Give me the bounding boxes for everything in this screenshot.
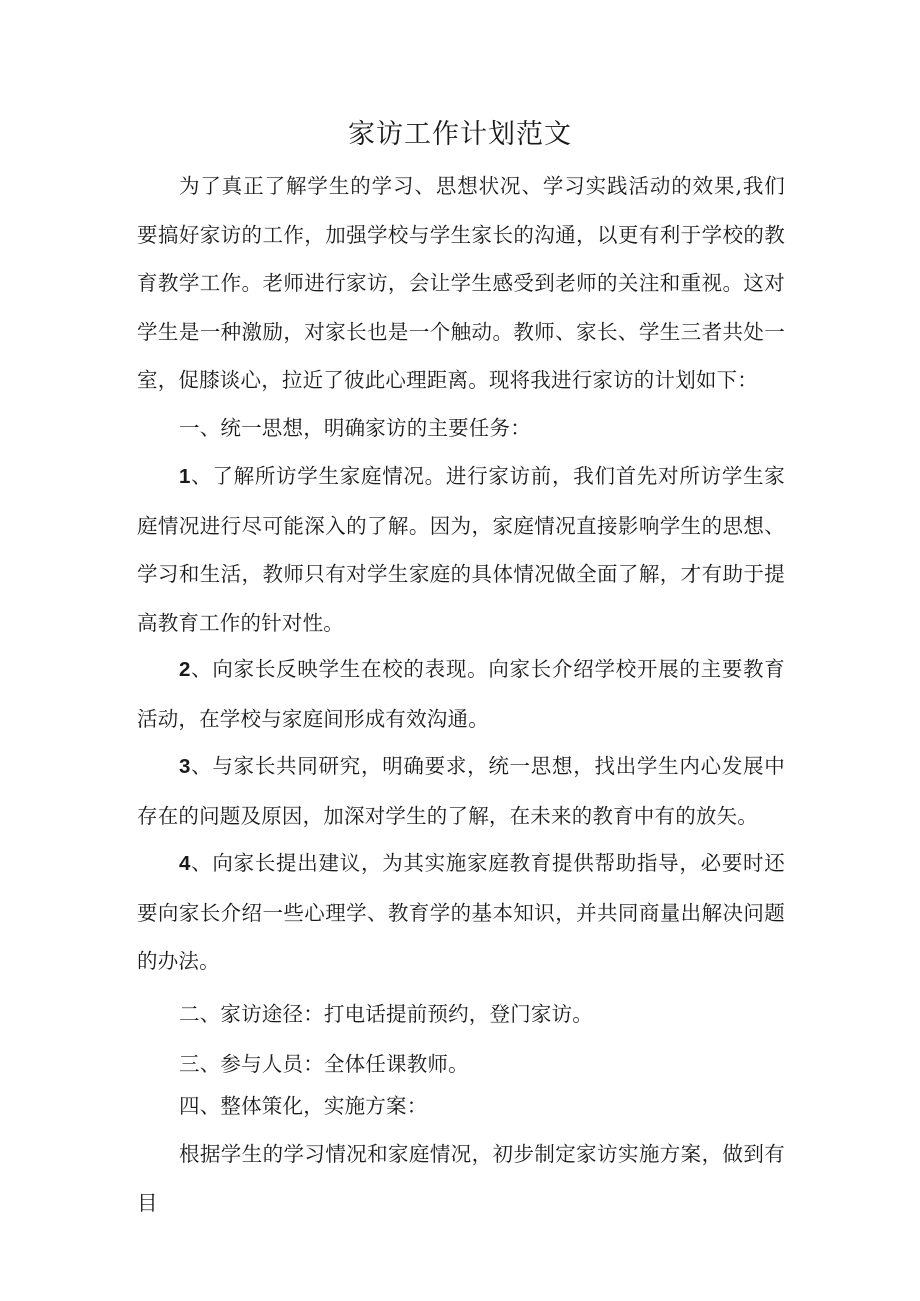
paragraph-text: 一、统一思想，明确家访的主要任务： [179, 416, 531, 440]
document-title: 家访工作计划范文 [348, 119, 572, 150]
paragraph-text: 、与家长共同研究，明确要求，统一思想，找出学生内心发展中存在的问题及原因，加深对学生的了解，在未来的教育中有的放矢。 [137, 754, 785, 828]
item-number: 2 [179, 658, 191, 681]
task-item-1 [137, 452, 785, 647]
task-item-4 [137, 839, 785, 986]
closing-paragraph [137, 1130, 785, 1227]
paragraph-text: 二、家访途径：打电话提前预约，登门家访。 [179, 1002, 593, 1026]
item-number: 4 [179, 852, 191, 875]
paragraph-text: 、了解所访学生家庭情况。进行家访前，我们首先对所访学生家庭情况进行尽可能深入的了解。因为，家庭情况直接影响学生的思想、学习和生活，教师只有对学生家庭的具体情况做全面了解，才有助于提高教育工作的针对性。 [137, 464, 785, 635]
paragraph-text: 为了真正了解学生的学习、思想状况、学习实践活动的效果,我们要搞好家访的工作，加强学校与学生家长的沟通，以更有利于学校的教育教学工作。老师进行家访，会让学生感受到老师的关注和重视。这对学生是一种激励，对家长也是一个触动。教师、家长、学生三者共处一室，促膝谈心，拉近了彼此心理距离。现将我进行家访的计划如下： [137, 174, 785, 392]
paragraph-text: 四、整体策化，实施方案： [179, 1094, 428, 1118]
item-number: 1 [179, 465, 191, 488]
paragraph-text: 根据学生的学习情况和家庭情况，初步制定家访实施方案，做到有目 [137, 1142, 785, 1215]
paragraph-text: 、向家长反映学生在校的表现。向家长介绍学校开展的主要教育活动，在学校与家庭间形成有效沟通。 [137, 657, 785, 731]
section-heading-2 [137, 990, 785, 1039]
section-heading-1 [137, 404, 785, 453]
task-item-2 [137, 645, 785, 743]
section-heading-4 [137, 1082, 785, 1131]
intro-paragraph [137, 162, 785, 405]
paragraph-text: 三、参与人员：全体任课教师。 [179, 1052, 469, 1076]
item-number: 3 [179, 755, 191, 778]
task-item-3 [137, 742, 785, 840]
paragraph-text: 、向家长提出建议，为其实施家庭教育提供帮助指导，必要时还要向家长介绍一些心理学、教育学的基本知识，并共同商量出解决问题的办法。 [137, 851, 785, 973]
